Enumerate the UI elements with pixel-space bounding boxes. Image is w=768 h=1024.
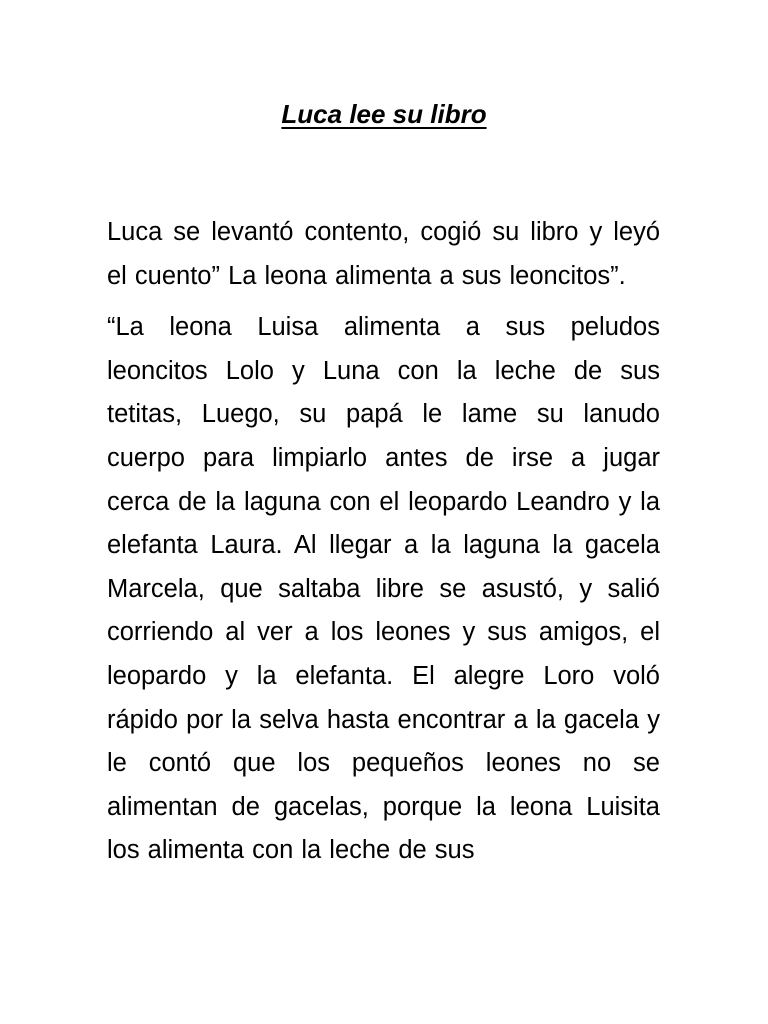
document-title: Luca lee su libro	[281, 99, 487, 129]
document-body	[107, 211, 660, 873]
paragraph-2: “La leona Luisa alimenta a sus peludos leoncitos Lolo y Luna con la leche de sus tetitas, Luego, su papá le lame su lanudo cuerpo para limpiarlo antes de irse a jugar cerca de la laguna con el leopardo Leandro y la elefanta Laura. Al llegar a la laguna la gacela Marcela, que saltaba libre se asustó, y salió corriendo al ver a los leones y sus amigos, el leopardo y la elefanta. El alegre Loro voló rápido por la selva hasta encontrar a la gacela y le contó que los pequeños leones no se alimentan de gacelas, porque la leona Luisita los alimenta con la leche de sus	[107, 313, 660, 865]
paragraph-1: Luca se levantó contento, cogió su libro y leyó el cuento” La leona alimenta a sus leoncitos”.	[107, 218, 660, 290]
